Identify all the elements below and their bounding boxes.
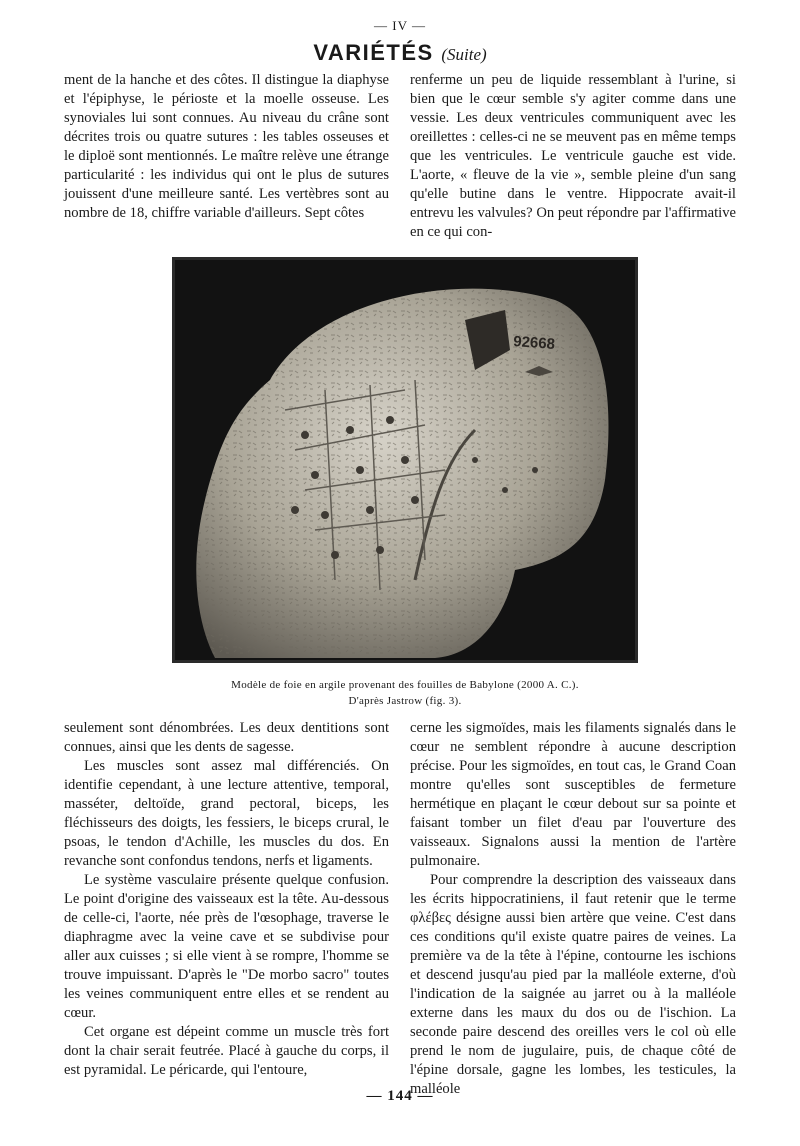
museum-number-label: 92668	[512, 333, 556, 353]
section-title-main: VARIÉTÉS	[313, 40, 434, 65]
paragraph: Les muscles sont assez mal différenciés. On identifie cependant, à une lecture attentive, temporal, masséter, deltoïde, grand pectoral, biceps, les fléchisseurs des doigts, les fessiers, le biceps crural, le psoas, le tendon d'Achille, les muscles du dos. En revanche sont confondus tendons, nerfs et ligaments.	[64, 758, 389, 869]
paragraph: cerne les sigmoïdes, mais les filaments signalés dans le cœur ne semblent répondre à aucune description précise. Pour les sigmoïdes, en tout cas, le Grand Coan montre qu'elles sont susceptibles de fermeture hermétique en plaçant le cœur debout sur sa pointe et faisant tomber un filet d'eau par l'ouverture des vaisseaux. Signalons aussi la mention de l'artère pulmonaire.	[410, 720, 736, 869]
paragraph: seulement sont dénombrées. Les deux dentitions sont connues, ainsi que les dents de sagesse.	[64, 720, 389, 755]
clay-liver-model-image	[175, 260, 635, 660]
caption-source: D'après Jastrow (fig. 3).	[348, 695, 462, 707]
figure-caption	[140, 677, 670, 709]
folio: — IV —	[374, 18, 426, 33]
figure-liver-model-photo	[172, 257, 638, 663]
paragraph: ment de la hanche et des côtes. Il distingue la diaphyse et l'épiphyse, le périoste et la moelle osseuse. Les synoviales lui sont connues. Au niveau du crâne sont décrites trois ou quatre sutures : les tables osseuses et le diploë sont mentionnés. Le maître relève une étrange particularité : les individus qui ont le plus de sutures jouissent d'une meilleure santé. Les vertèbres sont au nombre de 18, chiffre variable d'ailleurs. Sept côtes	[64, 72, 389, 221]
paragraph: Le système vasculaire présente quelque confusion. Le point d'origine des vaisseaux est la tête. Au-dessous de celle-ci, l'aorte, née près de l'œsophage, traverse le diaphragme avec la veine cave et se subdivise pour aller aux cuisses ; si elle vient à se rompre, l'homme se trouve impuissant. D'après le "De morbo sacro" toutes les veines communiquent entre elles et se rendent au cœur.	[64, 872, 389, 1021]
column-top-right	[410, 71, 736, 242]
page-number: — 144 —	[366, 1088, 434, 1104]
section-title-suite: (Suite)	[441, 45, 487, 64]
paragraph: Pour comprendre la description des vaisseaux dans les écrits hippocratiniens, il faut retenir que le terme φλέβες désigne aussi bien artère que veine. C'est dans ces conditions qu'il existe quatre paires de veines. La première va de la tête à l'épine, contourne les ischions et descend jusqu'au pied par la malléole externe, d'où l'indication de la saignée au jarret ou à la malléole externe dans les maux du dos ou de l'ischion. La seconde paire descend des oreilles vers le col où elle prend le nom de jugulaire, puis, de chaque côté de l'épine dorsale, gagne les lombes, les testicules, la malléole	[410, 872, 736, 1097]
column-bottom-right	[410, 719, 736, 1099]
paragraph: Cet organe est dépeint comme un muscle très fort dont la chair serait feutrée. Placé à gauche du corps, il est pyramidal. Le péricarde, qui l'entoure,	[64, 1024, 389, 1078]
section-title	[0, 40, 800, 66]
column-top-left	[64, 71, 389, 223]
column-bottom-left	[64, 719, 389, 1080]
paragraph: renferme un peu de liquide ressemblant à l'urine, si bien que le cœur semble s'y agiter comme dans une vessie. Les deux ventricules communiquent avec les oreillettes : celles-ci ne se meuvent pas en même temps que les ventricules. Le ventricule gauche est vide. L'aorte, « fleuve de la vie », semble pleine d'un sang qu'elle butine dans le ventre. Hippocrate avait-il entrevu les valvules? On peut répondre par l'affirmative en ce qui con-	[410, 72, 736, 240]
caption-description: Modèle de foie en argile provenant des fouilles de Babylone (2000 A. C.).	[231, 679, 579, 691]
